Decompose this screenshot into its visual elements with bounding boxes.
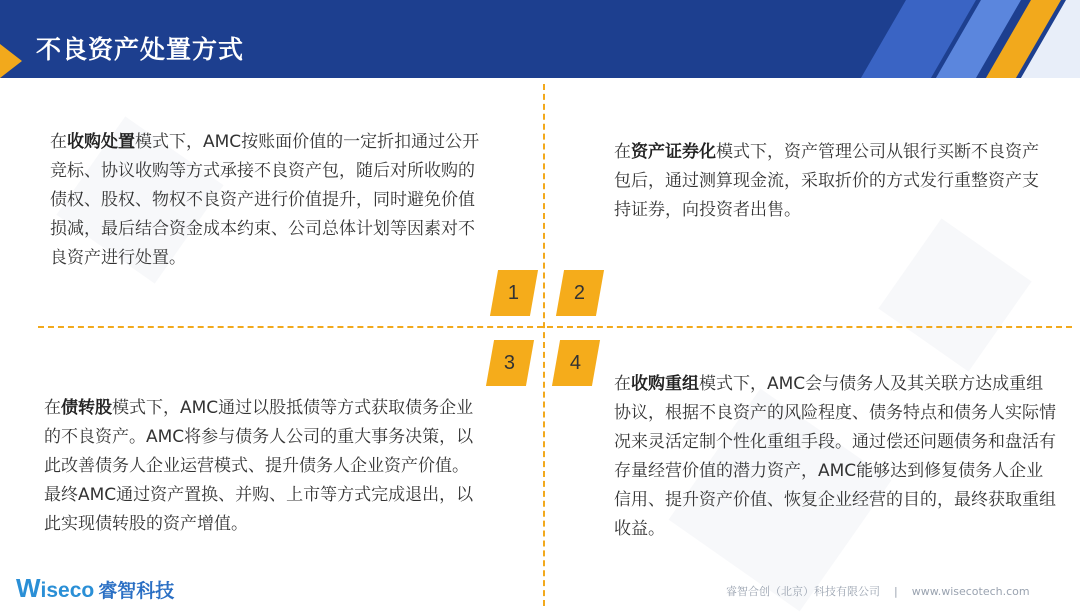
tile-number: 1 (508, 281, 520, 304)
tile-number: 2 (574, 281, 586, 304)
body-text: 模式下，AMC通过以股抵债等方式获取债务企业的不良资产。AMC将参与债务人公司的重大事务决策，以此改善债务人企业运营模式、提升债务人企业资产价值。最终AMC通过资产置换、并购、上市等方式完成退出，以此实现债转股的资产增值。 (44, 398, 474, 534)
tile-number: 4 (570, 351, 582, 374)
quadrant-3-text (44, 394, 474, 539)
quadrant-number-tile (552, 340, 600, 386)
header-accent-wedge (0, 44, 22, 78)
page-title: 不良资产处置方式 (36, 35, 245, 64)
body-text: 模式下，AMC会与债务人及其关联方达成重组协议，根据不良资产的风险程度、债务特点和债务人实际情况来灵活定制个性化重组手段。通过偿还问题债务和盘活有存量经营价值的潜力资产，AMC能够达到修复债务人企业信用、提升资产价值、恢复企业经营的目的，最终获取重组收益。 (614, 374, 1056, 539)
body-text: 模式下，资产管理公司从银行买断不良资产包后，通过测算现金流，采取折价的方式发行重整资产支持证券，向投资者出售。 (614, 142, 1039, 220)
quadrant-1-text (50, 128, 490, 273)
quadrant-number-tile (486, 340, 534, 386)
logo-letter: W (16, 573, 41, 603)
mode-keyword: 资产证券化 (631, 142, 716, 162)
quadrant-2-text (614, 138, 1054, 225)
mode-keyword: 债转股 (61, 398, 112, 418)
footer-info (726, 583, 1030, 599)
horizontal-divider (38, 326, 1072, 328)
wiseco-logo (16, 573, 174, 604)
footer-website: www.wisecotech.com (911, 585, 1030, 598)
vertical-divider (543, 84, 545, 606)
logo-chinese-name: 睿智科技 (98, 580, 175, 602)
lead-text: 在 (614, 142, 631, 162)
quadrant-number-tile (490, 270, 538, 316)
footer-separator: | (894, 585, 898, 598)
lead-text: 在 (50, 132, 67, 152)
lead-text: 在 (44, 398, 61, 418)
logo-wordmark: iseco (40, 579, 95, 602)
header-band (0, 0, 1080, 78)
lead-text: 在 (614, 374, 631, 394)
footer-company: 睿智合创（北京）科技有限公司 (726, 585, 880, 598)
mode-keyword: 收购处置 (67, 132, 135, 152)
quadrant-4-text (614, 370, 1059, 544)
quadrant-number-tile (556, 270, 604, 316)
body-text: 模式下，AMC按账面价值的一定折扣通过公开竞标、协议收购等方式承接不良资产包，随后对所收购的债权、股权、物权不良资产进行价值提升，同时避免价值损减，最后结合资金成本约束、公司总体计划等因素对不良资产进行处置。 (50, 132, 480, 268)
background-decor (878, 218, 1031, 371)
mode-keyword: 收购重组 (631, 374, 699, 394)
tile-number: 3 (504, 351, 516, 374)
